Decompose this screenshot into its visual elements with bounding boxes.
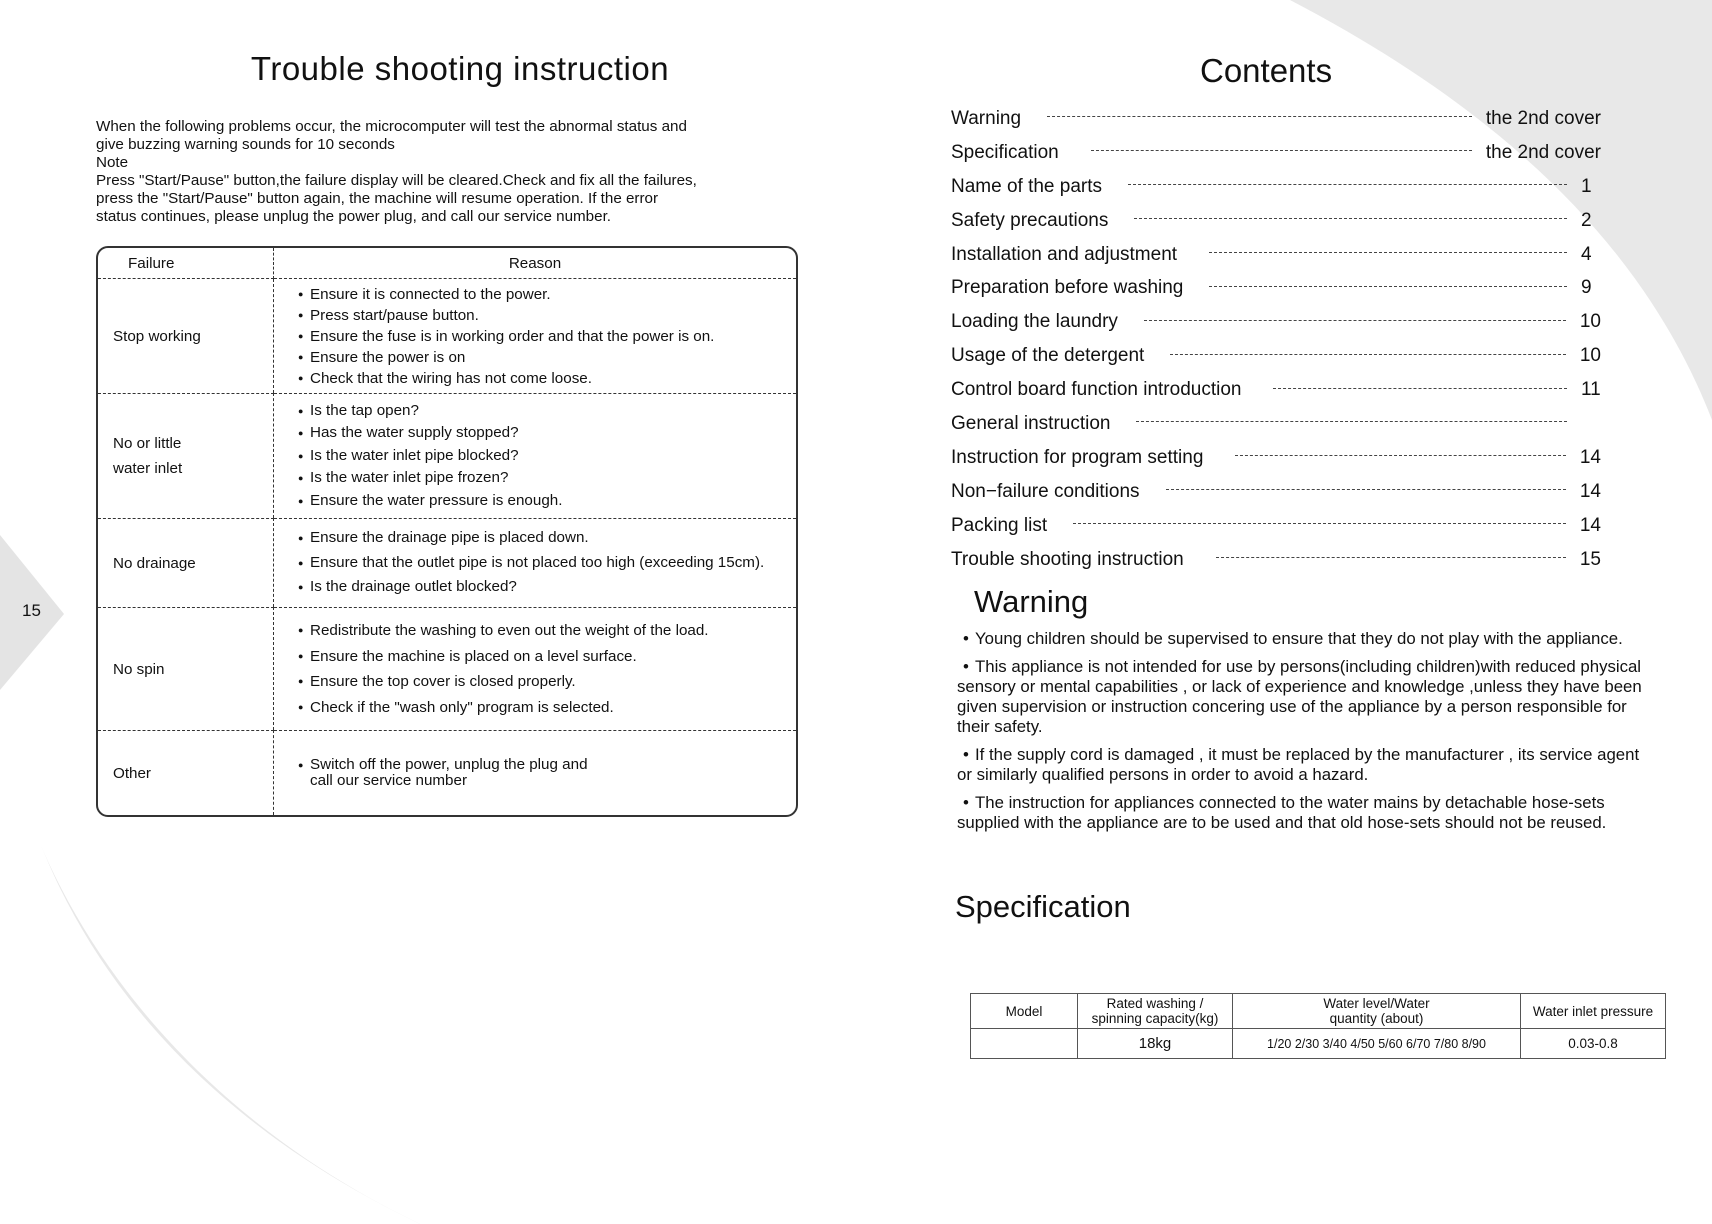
reason-header: Reason [274,248,796,279]
spec-header-water: Water level/Water quantity (about) [1233,994,1521,1029]
reason-item: ● Ensure the top cover is closed properly. [298,669,796,695]
reason-item: ● Ensure that the outlet pipe is not placed too high (exceeding 15cm). [298,551,796,576]
specification-title: Specification [955,889,1131,924]
toc-leader [1209,252,1567,253]
warning-text: The instruction for appliances connected to the water mains by detachable hose-sets supplied with the appliance are to be used and that old hose-sets should not be reused. [957,793,1607,832]
reason-item: ● Ensure it is connected to the power. [298,284,796,305]
intro-line: status continues, please unplug the power plug, and call our service number. [96,208,612,225]
toc-label: Trouble shooting instruction [951,548,1184,570]
reason-cell [274,518,796,607]
spec-header-model: Model [971,994,1078,1029]
toc-leader [1144,320,1566,321]
warning-text: Young children should be supervised to ensure that they do not play with the appliance. [975,629,1623,648]
toc-entry[interactable] [951,102,1601,136]
toc-leader [1170,354,1566,355]
reason-item: ● Ensure the water pressure is enough. [298,490,796,513]
intro-line: press the "Start/Pause" button again, the machine will resume operation. If the error [96,190,659,207]
toc-label: Packing list [951,514,1048,536]
reason-cell [274,393,796,518]
intro-line: give buzzing warning sounds for 10 seconds [96,136,395,153]
table-row [98,607,796,730]
spec-water-value: 1/20 2/30 3/40 4/50 5/60 6/70 7/80 8/90 [1233,1029,1521,1059]
table-row [98,518,796,607]
toc-entry[interactable] [951,238,1601,272]
troubleshooting-table [96,246,798,817]
failure-line: water inlet [113,460,183,477]
toc-label: Preparation before washing [951,277,1184,299]
failure-cell [98,393,274,518]
failure-cell: Stop working [98,279,274,393]
warning-text: This appliance is not intended for use by persons(including children)with reduced physical sensory or mental capabilities , or lack of experience and knowledge ,unless they have been given supervision or instruction concering use of the appliance by a person responsible for their safety. [957,657,1642,736]
toc-page: the 2nd cover [1485,107,1601,129]
toc-label: Usage of the detergent [951,345,1145,367]
reason-item: ● Is the drainage outlet blocked? [298,575,796,600]
toc-leader [1273,388,1567,389]
failure-line: No or little [113,435,182,452]
toc-page: 14 [1579,446,1601,468]
toc-page: 15 [1579,548,1601,570]
toc-leader [1166,489,1566,490]
spec-rated-value: 18kg [1078,1029,1233,1059]
toc-label: Specification [951,141,1059,163]
toc-label: Instruction for program setting [951,446,1204,468]
table-row [98,279,796,393]
table-of-contents [951,102,1601,576]
toc-entry[interactable] [951,509,1601,543]
toc-page: 9 [1581,277,1592,299]
toc-page: 10 [1579,311,1601,333]
toc-leader [1091,150,1472,151]
toc-label: Name of the parts [951,175,1103,197]
toc-label: Loading the laundry [951,311,1118,333]
reason-item: ● Ensure the fuse is in working order and that the power is on. [298,326,796,347]
reason-item: ● Press start/pause button. [298,305,796,326]
intro-line: When the following problems occur, the microcomputer will test the abnormal status and [96,118,687,135]
toc-leader [1216,557,1566,558]
warning-paragraph [957,657,1657,737]
toc-label: Installation and adjustment [951,243,1178,265]
toc-entry[interactable] [951,136,1601,170]
reason-cell [274,730,796,815]
reason-cell [274,607,796,730]
spec-header-pressure: Water inlet pressure [1521,994,1666,1029]
spec-header-row [971,994,1666,1029]
failure-cell: Other [98,730,274,815]
toc-entry[interactable] [951,170,1601,204]
warning-title: Warning [974,584,1089,619]
warning-paragraph [957,745,1657,785]
toc-entry[interactable] [951,441,1601,475]
reason-item: ● Ensure the machine is placed on a level surface. [298,644,796,670]
spec-value-row [971,1029,1666,1059]
warning-section [957,629,1657,841]
failure-header: Failure [98,248,274,279]
warning-paragraph [957,629,1657,649]
warning-paragraph [957,793,1657,833]
toc-leader [1073,523,1566,524]
toc-page: 1 [1581,175,1592,197]
toc-leader [1235,455,1565,456]
bullet-icon: • [963,629,969,648]
intro-line: Note [96,154,129,171]
toc-leader [1134,218,1567,219]
troubleshooting-page [96,50,806,817]
toc-entry[interactable] [951,543,1601,577]
toc-entry[interactable] [951,373,1601,407]
bullet-icon: • [963,657,969,676]
bullet-icon: • [963,793,969,812]
toc-page: 4 [1581,243,1592,265]
reason-item: ● Check that the wiring has not come loose. [298,368,796,389]
toc-page: 10 [1579,345,1601,367]
spec-pressure-value: 0.03-0.8 [1521,1029,1666,1059]
reason-item: ● Check if the "wash only" program is selected. [298,695,796,721]
toc-page: 2 [1581,209,1592,231]
reason-item: ● Is the tap open? [298,400,796,423]
reason-cell [274,279,796,393]
toc-page: 14 [1579,514,1601,536]
failure-cell: No drainage [98,518,274,607]
warning-text: If the supply cord is damaged , it must be replaced by the manufacturer , its service agent or similarly qualified persons in order to avoid a hazard. [957,745,1640,784]
spec-model-value [971,1029,1078,1059]
table-row [98,393,796,518]
reason-item: ● Ensure the power is on [298,347,796,368]
toc-entry[interactable] [951,271,1601,305]
reason-item: ● Redistribute the washing to even out the weight of the load. [298,618,796,644]
toc-leader [1136,421,1567,422]
toc-leader [1128,184,1567,185]
table-row [98,730,796,815]
reason-item: ● Switch off the power, unplug the plug and call our service number [298,757,796,789]
toc-label: Non−failure conditions [951,480,1140,502]
troubleshooting-intro [96,118,806,226]
toc-page: 11 [1581,379,1601,401]
toc-label: Warning [951,107,1022,129]
page-number: 15 [22,601,41,620]
toc-label: Safety precautions [951,209,1109,231]
spec-header-rated: Rated washing / spinning capacity(kg) [1078,994,1233,1029]
toc-page: 14 [1579,480,1601,502]
contents-title: Contents [1200,52,1333,89]
reason-item: ● Is the water inlet pipe frozen? [298,467,796,490]
toc-page: the 2nd cover [1485,141,1601,163]
reason-item: ● Is the water inlet pipe blocked? [298,445,796,468]
toc-entry[interactable] [951,407,1601,441]
toc-leader [1209,286,1567,287]
troubleshooting-title: Trouble shooting instruction [250,50,670,87]
toc-leader [1047,116,1472,117]
toc-label: General instruction [951,412,1111,434]
intro-line: Press "Start/Pause" button,the failure display will be cleared.Check and fix all the failures, [96,172,697,189]
toc-entry[interactable] [951,339,1601,373]
bullet-icon: • [963,745,969,764]
specification-table [970,993,1666,1059]
toc-entry[interactable] [951,204,1601,238]
failure-cell: No spin [98,607,274,730]
toc-entry[interactable] [951,475,1601,509]
reason-item: ● Has the water supply stopped? [298,422,796,445]
toc-label: Control board function introduction [951,379,1242,401]
toc-entry[interactable] [951,305,1601,339]
reason-item: ● Ensure the drainage pipe is placed down. [298,526,796,551]
